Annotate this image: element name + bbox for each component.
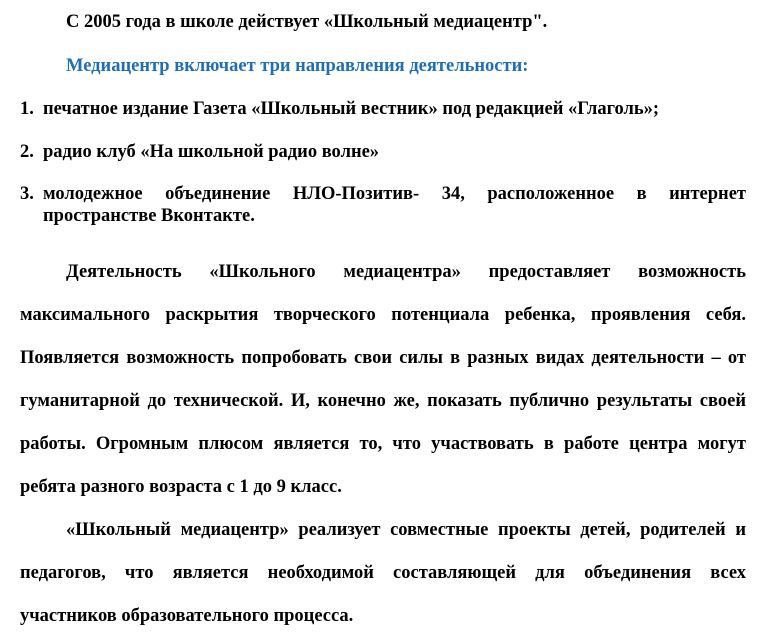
paragraph-line: гуманитарной до технической. И, конечно же, показать публично результаты своей [20, 391, 746, 411]
paragraph-line: Появляется возможность попробовать свои силы в разных видах деятельности – от [20, 348, 746, 368]
list-item-number: 3. [20, 184, 34, 204]
list-item-text-line: молодежное объединение НЛО-Позитив- 34, расположенное в интернет [43, 184, 746, 204]
paragraph-line: педагогов, что является необходимой составляющей для объединения всех [20, 563, 746, 583]
paragraph-line: «Школьный медиацентр» реализует совместные проекты детей, родителей и [66, 520, 746, 540]
list-item-number: 1. [20, 99, 34, 119]
paragraph-line: участников образовательного процесса. [20, 606, 354, 626]
list-item-text: печатное издание Газета «Школьный вестник» под редакцией «Глаголь»; [43, 99, 660, 119]
list-item-number: 2. [20, 142, 34, 162]
paragraph-line: ребята разного возраста с 1 до 9 класс. [20, 477, 342, 497]
paragraph-line: работы. Огромным плюсом является то, что участвовать в работе центра могут [20, 434, 746, 454]
section-heading: Медиацентр включает три направления деятельности: [66, 56, 529, 76]
paragraph-line: максимального раскрытия творческого потенциала ребенка, проявления себя. [20, 305, 746, 325]
intro-text: С 2005 года в школе действует «Школьный медиацентр". [66, 12, 548, 32]
list-item-text: радио клуб «На школьной радио волне» [43, 142, 380, 162]
paragraph-line: Деятельность «Школьного медиацентра» предоставляет возможность [66, 262, 746, 282]
list-item-text-line: пространстве Вконтакте. [43, 206, 255, 226]
